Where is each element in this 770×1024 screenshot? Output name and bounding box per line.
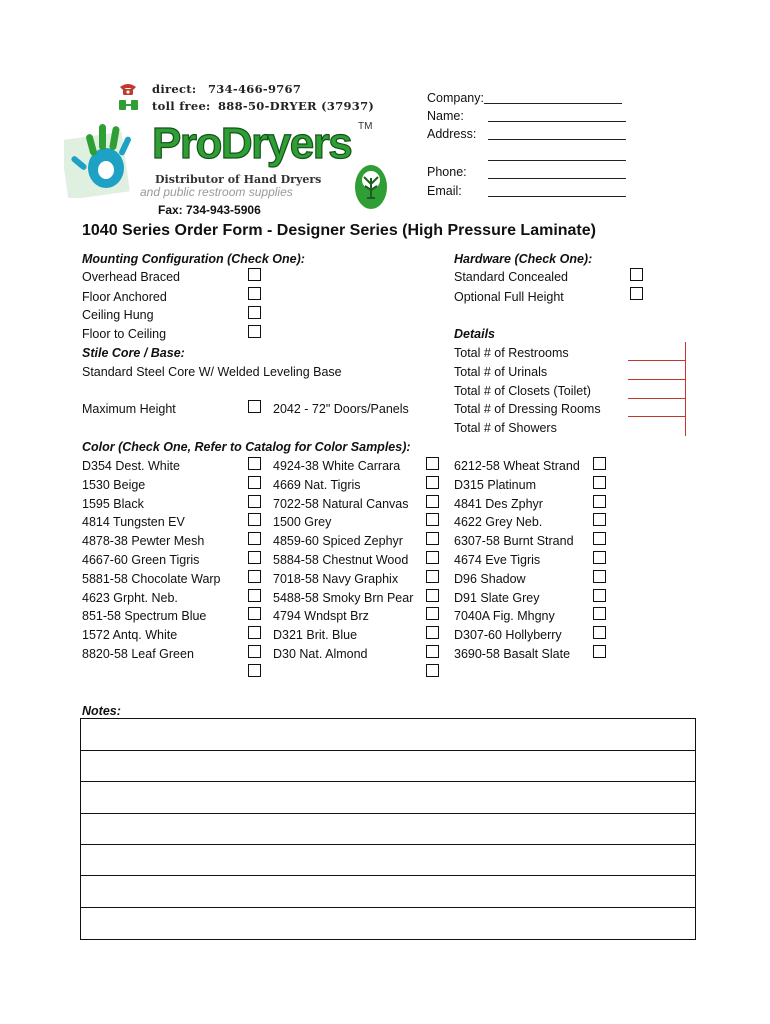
stile-value: Standard Steel Core W/ Welded Leveling Base	[82, 365, 342, 379]
notes-heading: Notes:	[82, 704, 121, 718]
color-option-label: 1500 Grey	[273, 515, 332, 530]
color-option-checkbox[interactable]	[426, 513, 439, 526]
color-option-label: 6212-58 Wheat Strand	[454, 459, 580, 473]
email-field[interactable]	[488, 196, 626, 197]
hardware-option-standard: Standard Concealed	[454, 270, 568, 284]
color-option-label: 4669 Nat. Tigris	[273, 477, 361, 492]
handprint-icon	[64, 116, 150, 198]
color-option-checkbox[interactable]	[426, 532, 439, 545]
notes-row-divider	[81, 875, 695, 876]
color-option-checkbox[interactable]	[593, 513, 606, 526]
color-option-label: D321 Brit. Blue	[273, 628, 358, 643]
mounting-option-floor-to-ceiling: Floor to Ceiling	[82, 327, 167, 341]
detail-dressing-rooms: Total # of Dressing Rooms	[454, 402, 601, 416]
company-label: Company:	[427, 91, 484, 105]
color-option-checkbox[interactable]	[593, 457, 606, 470]
color-option-checkbox[interactable]	[593, 626, 606, 639]
height-option: 2042 - 72" Doors/Panels	[273, 402, 409, 416]
hardware-checkbox-standard[interactable]	[630, 268, 643, 281]
color-option-label: 8820-58 Leaf Green	[82, 647, 194, 661]
color-option-checkbox[interactable]	[426, 476, 439, 489]
detail-closets-field[interactable]	[628, 398, 685, 399]
detail-dressing-rooms-field[interactable]	[628, 416, 685, 417]
color-option-checkbox[interactable]	[593, 476, 606, 489]
color-option-label: 1530 Beige	[82, 477, 146, 492]
mounting-option-floor: Floor Anchored	[82, 290, 167, 304]
tollfree-icon	[118, 98, 140, 112]
stile-heading: Stile Core / Base:	[82, 346, 185, 360]
color-option-checkbox[interactable]	[593, 589, 606, 602]
color-option-label: 4674 Eve Tigris	[454, 553, 541, 567]
color-option-label: 4622 Grey Neb.	[454, 515, 543, 530]
color-option-label: 7022-58 Natural Canvas	[273, 496, 409, 511]
email-label: Email:	[427, 184, 462, 198]
details-input-border	[685, 342, 686, 436]
notes-row-divider	[81, 750, 695, 751]
color-option-checkbox[interactable]	[426, 645, 439, 658]
color-option-label: D30 Nat. Almond	[273, 647, 368, 661]
color-option-checkbox[interactable]	[593, 551, 606, 564]
color-option-label: 4859-60 Spiced Zephyr	[273, 534, 403, 549]
mounting-checkbox-overhead[interactable]	[248, 268, 261, 281]
company-field[interactable]	[484, 103, 622, 104]
color-option-label: 4924-38 White Carrara	[273, 459, 401, 473]
detail-restrooms-field[interactable]	[628, 360, 685, 361]
color-option-checkbox[interactable]	[248, 457, 261, 470]
color-option-checkbox-extra[interactable]	[426, 664, 439, 677]
color-option-checkbox[interactable]	[426, 607, 439, 620]
brand-name: ProDryers	[152, 119, 352, 168]
color-option-checkbox[interactable]	[426, 457, 439, 470]
color-option-checkbox-extra[interactable]	[248, 664, 261, 677]
color-option-checkbox[interactable]	[426, 495, 439, 508]
form-title: 1040 Series Order Form - Designer Series (High Pressure Laminate)	[82, 222, 596, 239]
hardware-heading: Hardware (Check One):	[454, 252, 593, 266]
direct-label: direct:	[152, 82, 197, 96]
color-option-label: 7040A Fig. Mhgny	[454, 609, 555, 624]
color-option-label: 5488-58 Smoky Brn Pear	[273, 590, 414, 605]
color-option-checkbox[interactable]	[248, 626, 261, 639]
color-option-label: 4878-38 Pewter Mesh	[82, 534, 205, 549]
notes-row-divider	[81, 781, 695, 782]
tree-logo-icon	[354, 164, 388, 210]
height-label: Maximum Height	[82, 402, 176, 416]
color-option-checkbox[interactable]	[248, 607, 261, 620]
detail-restrooms: Total # of Restrooms	[454, 346, 569, 360]
direct-number: 734-466-9767	[208, 82, 302, 96]
mounting-heading: Mounting Configuration (Check One):	[82, 252, 305, 266]
detail-urinals-field[interactable]	[628, 379, 685, 380]
tagline-1: Distributor of Hand Dryers	[155, 173, 322, 186]
color-option-label: D96 Shadow	[454, 571, 526, 586]
color-option-label: 1595 Black	[82, 496, 144, 511]
mounting-checkbox-floor-to-ceiling[interactable]	[248, 325, 261, 338]
color-option-checkbox[interactable]	[248, 532, 261, 545]
color-option-checkbox[interactable]	[248, 589, 261, 602]
phone-icon	[118, 82, 138, 96]
detail-showers: Total # of Showers	[454, 421, 557, 435]
hardware-option-full-height: Optional Full Height	[454, 290, 564, 304]
details-heading: Details	[454, 327, 495, 341]
color-option-label: D315 Platinum	[454, 477, 536, 492]
address-field-1[interactable]	[488, 139, 626, 140]
color-option-label: 7018-58 Navy Graphix	[273, 571, 399, 586]
phone-label: Phone:	[427, 165, 467, 179]
hardware-checkbox-full-height[interactable]	[630, 287, 643, 300]
address-label: Address:	[427, 127, 477, 141]
notes-row-divider	[81, 844, 695, 845]
notes-row-divider	[81, 907, 695, 908]
notes-table[interactable]	[80, 718, 696, 940]
color-option-label: 4667-60 Green Tigris	[82, 553, 200, 567]
name-field[interactable]	[488, 121, 626, 122]
notes-row-divider	[81, 813, 695, 814]
name-label: Name:	[427, 109, 464, 123]
fax-number: Fax: 734-943-5906	[158, 203, 261, 217]
color-option-label: D91 Slate Grey	[454, 590, 540, 605]
mounting-checkbox-ceiling[interactable]	[248, 306, 261, 319]
color-option-checkbox[interactable]	[248, 495, 261, 508]
color-option-label: D307-60 Hollyberry	[454, 628, 562, 643]
color-option-checkbox[interactable]	[593, 495, 606, 508]
tollfree-number: 888-50-DRYER (37937)	[218, 99, 375, 113]
color-option-label: 5884-58 Chestnut Wood	[273, 553, 409, 567]
detail-closets: Total # of Closets (Toilet)	[454, 384, 591, 398]
height-checkbox[interactable]	[248, 400, 261, 413]
color-option-checkbox[interactable]	[426, 551, 439, 564]
color-option-checkbox[interactable]	[248, 645, 261, 658]
color-option-label: 851-58 Spectrum Blue	[82, 609, 207, 624]
color-option-label: 3690-58 Basalt Slate	[454, 647, 571, 661]
color-option-label: 1572 Antq. White	[82, 628, 178, 643]
color-option-checkbox[interactable]	[248, 476, 261, 489]
color-option-checkbox[interactable]	[248, 513, 261, 526]
color-option-checkbox[interactable]	[426, 589, 439, 602]
color-option-checkbox[interactable]	[593, 645, 606, 658]
color-option-label: 4623 Grpht. Neb.	[82, 590, 178, 605]
phone-field[interactable]	[488, 178, 626, 179]
color-option-label: 4841 Des Zphyr	[454, 496, 543, 511]
mounting-option-overhead: Overhead Braced	[82, 270, 180, 284]
brand-logo	[150, 114, 360, 170]
color-option-checkbox[interactable]	[426, 570, 439, 583]
trademark: TM	[358, 121, 373, 132]
mounting-option-ceiling: Ceiling Hung	[82, 308, 154, 322]
color-option-label: 6307-58 Burnt Strand	[454, 534, 574, 549]
detail-urinals: Total # of Urinals	[454, 365, 548, 379]
color-option-checkbox[interactable]	[593, 570, 606, 583]
color-option-label: 5881-58 Chocolate Warp	[82, 571, 221, 586]
color-heading: Color (Check One, Refer to Catalog for Color Samples):	[82, 440, 411, 454]
tagline-2: and public restroom supplies	[140, 185, 293, 199]
color-option-checkbox[interactable]	[426, 626, 439, 639]
color-option-checkbox[interactable]	[248, 570, 261, 583]
color-option-label: 4794 Wndspt Brz	[273, 609, 369, 624]
tollfree-label: toll free:	[152, 99, 211, 113]
color-option-checkbox[interactable]	[593, 532, 606, 545]
mounting-checkbox-floor[interactable]	[248, 287, 261, 300]
color-option-checkbox[interactable]	[593, 607, 606, 620]
color-option-label: D354 Dest. White	[82, 459, 180, 473]
address-field-2[interactable]	[488, 160, 626, 161]
color-option-checkbox[interactable]	[248, 551, 261, 564]
color-option-label: 4814 Tungsten EV	[82, 515, 185, 530]
